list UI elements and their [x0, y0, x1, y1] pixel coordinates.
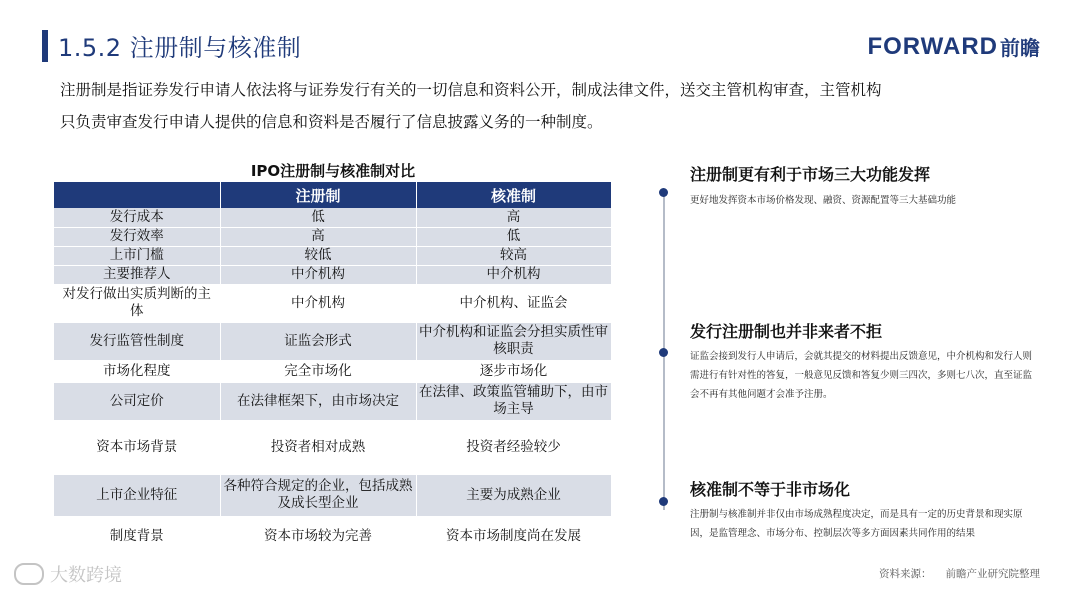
- row-label: 市场化程度: [54, 360, 220, 382]
- table-row: [54, 474, 611, 516]
- registration-cell: 资本市场较为完善: [220, 516, 416, 556]
- table-row: [54, 246, 611, 265]
- registration-cell: 高: [220, 227, 416, 246]
- table-row: [54, 284, 611, 322]
- table-row: [54, 227, 611, 246]
- table-row: [54, 265, 611, 284]
- table-row: [54, 382, 611, 420]
- timeline-dot: [659, 348, 668, 357]
- table-row: [54, 420, 611, 474]
- point-body: 注册制与核准制并非仅由市场成熟程度决定，而是具有一定的历史背景和现实原因，是监管理念、市场分布、控制层次等多方面因素共同作用的结果: [690, 509, 1023, 539]
- row-label: 制度背景: [54, 516, 220, 556]
- registration-cell: 中介机构: [220, 265, 416, 284]
- approval-cell: 资本市场制度尚在发展: [416, 516, 611, 556]
- source-label: 资料来源：: [879, 568, 932, 580]
- registration-cell: 证监会形式: [220, 322, 416, 360]
- approval-cell: 较高: [416, 246, 611, 265]
- header-registration: 注册制: [220, 182, 416, 208]
- approval-cell: 中介机构、证监会: [416, 284, 611, 322]
- timeline-dot: [659, 497, 668, 506]
- point-title: 注册制更有利于市场三大功能发挥: [690, 165, 931, 184]
- logo-cn: 前瞻: [1000, 36, 1040, 60]
- approval-cell: 投资者经验较少: [416, 420, 611, 474]
- watermark: [14, 561, 122, 587]
- forward-logo: [867, 32, 1040, 61]
- approval-cell: 高: [416, 208, 611, 227]
- table-title: IPO注册制与核准制对比: [250, 162, 416, 180]
- approval-cell: 在法律、政策监管辅助下，由市场主导: [416, 382, 611, 420]
- table-row: [54, 360, 611, 382]
- row-label: 资本市场背景: [54, 420, 220, 474]
- row-label: 对发行做出实质判断的主体: [54, 284, 220, 322]
- source-value: 前瞻产业研究院整理: [945, 568, 1040, 580]
- page-title: 1.5.2 注册制与核准制: [58, 34, 302, 62]
- row-label: 上市门槛: [54, 246, 220, 265]
- table-row: [54, 516, 611, 556]
- approval-cell: 中介机构: [416, 265, 611, 284]
- point-title: 发行注册制也并非来者不拒: [690, 322, 883, 341]
- watermark-text: 大数跨境: [50, 565, 122, 586]
- approval-cell: 中介机构和证监会分担实质性审核职责: [416, 322, 611, 360]
- registration-cell: 低: [220, 208, 416, 227]
- approval-cell: 低: [416, 227, 611, 246]
- registration-cell: 投资者相对成熟: [220, 420, 416, 474]
- intro-line-1: 注册制是指证券发行申请人依法将与证券发行有关的一切信息和资料公开，制成法律文件，送交主管机构审查，主管机构: [60, 81, 882, 99]
- registration-cell: 完全市场化: [220, 360, 416, 382]
- comparison-table: [54, 182, 612, 557]
- row-label: 发行成本: [54, 208, 220, 227]
- row-label: 发行效率: [54, 227, 220, 246]
- approval-cell: 主要为成熟企业: [416, 474, 611, 516]
- registration-cell: 各种符合规定的企业，包括成熟及成长型企业: [220, 474, 416, 516]
- row-label: 公司定价: [54, 382, 220, 420]
- logo-word: FORWARD: [867, 32, 998, 60]
- approval-cell: 逐步市场化: [416, 360, 611, 382]
- point-title: 核准制不等于非市场化: [690, 480, 851, 499]
- row-label: 主要推荐人: [54, 265, 220, 284]
- registration-cell: 较低: [220, 246, 416, 265]
- source-note: [865, 566, 1040, 581]
- title-accent-bar: [42, 30, 48, 62]
- row-label: 上市企业特征: [54, 474, 220, 516]
- timeline-dot: [659, 188, 668, 197]
- point-body: 更好地发挥资本市场价格发现、融资、资源配置等三大基础功能: [690, 195, 957, 206]
- intro-paragraph: [60, 74, 1030, 138]
- row-label: 发行监管性制度: [54, 322, 220, 360]
- header-approval: 核准制: [416, 182, 611, 208]
- registration-cell: 在法律框架下，由市场决定: [220, 382, 416, 420]
- table-header-row: [54, 182, 611, 208]
- intro-line-2: 只负责审查发行申请人提供的信息和资料是否履行了信息披露义务的一种制度。: [60, 113, 603, 131]
- table-row: [54, 322, 611, 360]
- table-row: [54, 208, 611, 227]
- point-body: 证监会接到发行人申请后，会就其提交的材料提出反馈意见，中介机构和发行人则需进行有针对性的答复，一般意见反馈和答复少则三四次，多则七八次，直至证监会不再有其他问题才会准予注册。: [690, 351, 1033, 400]
- watermark-logo-icon: [14, 563, 44, 585]
- header-empty: [54, 182, 220, 208]
- registration-cell: 中介机构: [220, 284, 416, 322]
